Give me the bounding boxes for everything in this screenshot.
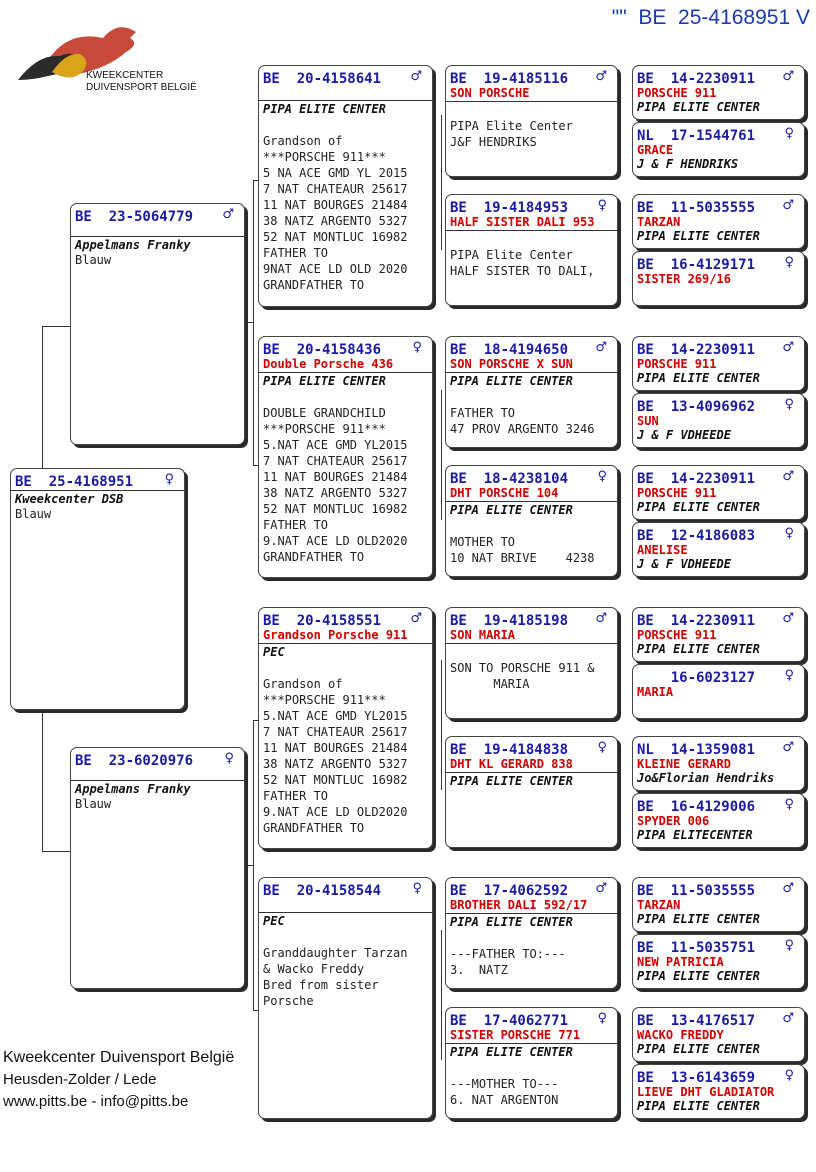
female-icon: ♀ — [597, 469, 607, 484]
pigeon-name: WACKO FREDDY — [637, 1028, 724, 1042]
pigeon-name: LIEVE DHT GLADIATOR — [637, 1085, 775, 1099]
ring-number: BE 23-6020976 — [75, 753, 194, 769]
pigeon-name: Double Porsche 436 — [263, 357, 394, 371]
pedigree-card-sds[interactable] — [445, 336, 618, 448]
pigeon-notes: FATHER TO 47 PROV ARGENTO 3246 — [450, 406, 595, 436]
pigeon-color: Blauw — [15, 507, 52, 521]
pedigree-card-g12[interactable] — [632, 793, 805, 848]
ring-number: BE 18-4238104 — [450, 471, 569, 487]
female-icon: ♀ — [224, 751, 234, 766]
male-icon: ♂ — [410, 611, 422, 626]
pigeon-name: SPYDER 006 — [637, 814, 710, 828]
pedigree-card-ddd[interactable] — [445, 1007, 618, 1119]
connector — [441, 390, 442, 520]
male-icon: ♂ — [595, 340, 607, 355]
connector — [253, 180, 254, 465]
male-icon: ♂ — [595, 611, 607, 626]
pigeon-notes: Grandson of ***PORSCHE 911*** 5 NA ACE GMD YL 2015 7 NAT CHATEAUR 25617 11 NAT BOURGES 21484 38 NATZ ARGENTO 5327 52 NAT MONTLUC 16982 FATHER TO 9NAT ACE LD OLD 2020 GRANDFATHER TO — [263, 134, 408, 292]
male-icon: ♂ — [782, 881, 794, 896]
pedigree-card-g7[interactable] — [632, 465, 805, 520]
owner: PIPA ELITE CENTER — [637, 371, 760, 385]
connector — [246, 865, 253, 866]
pigeon-name: SISTER PORSCHE 771 — [450, 1028, 581, 1042]
pedigree-card-g2[interactable] — [632, 122, 805, 177]
pigeon-notes: ---MOTHER TO--- 6. NAT ARGENTON — [450, 1077, 559, 1107]
ring-number: BE 12-4186083 — [637, 528, 756, 544]
pedigree-card-dd[interactable] — [258, 877, 433, 1119]
ring-number: BE 11-5035555 — [637, 200, 756, 216]
pedigree-card-g8[interactable] — [632, 522, 805, 577]
ring-number: BE 19-4185198 — [450, 613, 569, 629]
pigeon-notes: SON TO PORSCHE 911 & MARIA — [450, 661, 595, 691]
pigeon-name: MARIA — [637, 685, 674, 699]
female-icon: ♀ — [784, 397, 794, 412]
connector — [42, 851, 71, 852]
pedigree-card-g16[interactable] — [632, 1064, 805, 1119]
ring-number: BE 13-4176517 — [637, 1013, 756, 1029]
ring-number: NL 14-1359081 — [637, 742, 756, 758]
female-icon: ♀ — [597, 740, 607, 755]
pedigree-card-sire[interactable] — [70, 203, 245, 445]
pedigree-title: "" BE 25-4168951 V — [611, 6, 810, 29]
connector — [441, 930, 442, 1060]
pigeon-name: NEW PATRICIA — [637, 955, 724, 969]
connector — [253, 720, 254, 1010]
owner: PIPA ELITE CENTER — [450, 1045, 573, 1059]
ring-number: BE 20-4158641 — [263, 71, 382, 87]
ring-number: BE 20-4158436 — [263, 342, 382, 358]
pedigree-card-ssd[interactable] — [445, 194, 618, 306]
pigeon-name: TARZAN — [637, 215, 681, 229]
ring-number: 16-6023127 — [637, 670, 756, 686]
female-icon: ♀ — [784, 526, 794, 541]
pigeon-name: SON MARIA — [450, 628, 516, 642]
footer-company: Kweekcenter Duivensport België — [3, 1049, 235, 1066]
owner: PIPA ELITE CENTER — [263, 102, 386, 116]
pedigree-card-dam[interactable] — [70, 747, 245, 989]
male-icon: ♂ — [222, 207, 234, 222]
owner: PIPA ELITE CENTER — [450, 374, 573, 388]
pedigree-card-sdd[interactable] — [445, 465, 618, 577]
owner: PIPA ELITE CENTER — [637, 500, 760, 514]
ring-number: BE 17-4062592 — [450, 883, 569, 899]
female-icon: ♀ — [412, 881, 422, 896]
logo-text — [86, 70, 197, 94]
ring-number: BE 11-5035555 — [637, 883, 756, 899]
pedigree-card-dds[interactable] — [445, 877, 618, 989]
pigeon-notes: PIPA Elite Center HALF SISTER TO DALI, — [450, 248, 595, 278]
pigeon-name: TARZAN — [637, 898, 681, 912]
ring-number: BE 18-4194650 — [450, 342, 569, 358]
owner: PIPA ELITE CENTER — [450, 915, 573, 929]
owner: J & F VDHEEDE — [637, 428, 731, 442]
ring-number: BE 19-4184838 — [450, 742, 569, 758]
male-icon: ♂ — [410, 69, 422, 84]
ring-number: BE 16-4129171 — [637, 257, 756, 273]
pigeon-notes: MOTHER TO 10 NAT BRIVE 4238 — [450, 535, 595, 565]
male-icon: ♂ — [595, 69, 607, 84]
pigeon-name: PORSCHE 911 — [637, 86, 717, 100]
ring-number: BE 13-6143659 — [637, 1070, 756, 1086]
pigeon-name: PORSCHE 911 — [637, 486, 717, 500]
ring-number: BE 17-4062771 — [450, 1013, 569, 1029]
pigeon-name: Grandson Porsche 911 — [263, 628, 408, 642]
logo-line2: DUIVENSPORT BELGIË — [86, 82, 197, 93]
pedigree-card-g1[interactable] — [632, 65, 805, 120]
owner: PIPA ELITE CENTER — [637, 229, 760, 243]
male-icon: ♂ — [782, 69, 794, 84]
pedigree-card-g11[interactable] — [632, 736, 805, 791]
pedigree-card-g4[interactable] — [632, 251, 805, 306]
owner: PIPA ELITECENTER — [637, 828, 753, 842]
male-icon: ♂ — [782, 611, 794, 626]
logo-line1: KWEEKCENTER — [86, 70, 164, 81]
owner: PIPA ELITE CENTER — [450, 503, 573, 517]
pigeon-name: SON PORSCHE X SUN — [450, 357, 573, 371]
owner: PIPA ELITE CENTER — [637, 1099, 760, 1113]
pedigree-card-g3[interactable] — [632, 194, 805, 249]
logo — [8, 10, 208, 93]
ring-number: BE 23-5064779 — [75, 209, 194, 225]
ring-number: BE 14-2230911 — [637, 471, 756, 487]
female-icon: ♀ — [784, 938, 794, 953]
pigeon-color: Blauw — [75, 253, 112, 267]
owner: PIPA ELITE CENTER — [450, 774, 573, 788]
pedigree-card-main[interactable] — [10, 468, 185, 710]
pedigree-card-dsd[interactable] — [445, 736, 618, 848]
ring-number: BE 13-4096962 — [637, 399, 756, 415]
owner: J & F HENDRIKS — [637, 157, 739, 171]
pigeon-notes: Grandson of ***PORSCHE 911*** 5.NAT ACE GMD YL2015 7 NAT CHATEAUR 25617 11 NAT BOURGES 21484 38 NATZ ARGENTO 5327 52 NAT MONTLUC 16982 FATHER TO 9.NAT ACE LD OLD2020 GRANDFATHER TO — [263, 677, 408, 835]
owner: PEC — [263, 645, 285, 659]
female-icon: ♀ — [784, 1068, 794, 1083]
pigeon-name: DHT KL GERARD 838 — [450, 757, 573, 771]
footer-contact: www.pitts.be - info@pitts.be — [3, 1093, 189, 1110]
pigeon-name: HALF SISTER DALI 953 — [450, 215, 595, 229]
pedigree-card-sss[interactable] — [445, 65, 618, 177]
male-icon: ♂ — [595, 881, 607, 896]
pedigree-card-dss[interactable] — [445, 607, 618, 719]
male-icon: ♂ — [782, 1011, 794, 1026]
connector — [441, 660, 442, 790]
pedigree-card-ss[interactable] — [258, 65, 433, 307]
female-icon: ♀ — [784, 668, 794, 683]
female-icon: ♀ — [597, 1011, 607, 1026]
pigeon-name: ANELISE — [637, 543, 688, 557]
female-icon: ♀ — [597, 198, 607, 213]
ring-number: NL 17-1544761 — [637, 128, 756, 144]
pedigree-card-g14[interactable] — [632, 934, 805, 989]
pigeon-notes: PIPA Elite Center J&F HENDRIKS — [450, 119, 573, 149]
pigeon-notes: ---FATHER TO:--- 3. NATZ — [450, 947, 566, 977]
female-icon: ♀ — [784, 797, 794, 812]
footer — [3, 1047, 234, 1113]
pedigree-card-g15[interactable] — [632, 1007, 805, 1062]
male-icon: ♂ — [782, 469, 794, 484]
owner: Jo&Florian Hendriks — [637, 771, 775, 785]
pigeon-notes: DOUBLE GRANDCHILD ***PORSCHE 911*** 5.NAT ACE GMD YL2015 7 NAT CHATEAUR 25617 11 NAT BOURGES 21484 38 NATZ ARGENTO 5327 52 NAT MONTLUC 16982 FATHER TO 9.NAT ACE LD OLD2020 GRANDFATHER TO — [263, 406, 408, 564]
ring-number: BE 14-2230911 — [637, 71, 756, 87]
pigeon-name: GRACE — [637, 143, 674, 157]
pigeon-name: BROTHER DALI 592/17 — [450, 898, 588, 912]
pigeon-name: PORSCHE 911 — [637, 357, 717, 371]
owner: Kweekcenter DSB — [15, 492, 124, 506]
connector — [42, 326, 71, 327]
pedigree-card-sd[interactable] — [258, 336, 433, 578]
pedigree-card-ds[interactable] — [258, 607, 433, 849]
ring-number: BE 16-4129006 — [637, 799, 756, 815]
female-icon: ♀ — [412, 340, 422, 355]
ring-number: BE 20-4158551 — [263, 613, 382, 629]
female-icon: ♀ — [164, 472, 174, 487]
ring-number: BE 20-4158544 — [263, 883, 382, 899]
pigeon-name: KLEINE GERARD — [637, 757, 731, 771]
pedigree-card-g6[interactable] — [632, 393, 805, 448]
owner: Appelmans Franky — [75, 782, 191, 796]
ring-number: BE 14-2230911 — [637, 613, 756, 629]
male-icon: ♂ — [782, 198, 794, 213]
pedigree-card-g5[interactable] — [632, 336, 805, 391]
owner: PEC — [263, 914, 285, 928]
ring-number: BE 14-2230911 — [637, 342, 756, 358]
pigeon-name: SISTER 269/16 — [637, 272, 731, 286]
pigeon-notes: Granddaughter Tarzan & Wacko Freddy Bred from sister Porsche — [263, 946, 408, 1008]
owner: PIPA ELITE CENTER — [637, 100, 760, 114]
pigeon-name: DHT PORSCHE 104 — [450, 486, 559, 500]
female-icon: ♀ — [784, 126, 794, 141]
ring-number: BE 19-4185116 — [450, 71, 569, 87]
pedigree-card-g10[interactable] — [632, 664, 805, 719]
owner: PIPA ELITE CENTER — [263, 374, 386, 388]
pigeon-name: SUN — [637, 414, 659, 428]
owner: PIPA ELITE CENTER — [637, 1042, 760, 1056]
connector — [441, 115, 442, 250]
ring-number: BE 19-4184953 — [450, 200, 569, 216]
pedigree-card-g9[interactable] — [632, 607, 805, 662]
pigeon-color: Blauw — [75, 797, 112, 811]
female-icon: ♀ — [784, 255, 794, 270]
owner: PIPA ELITE CENTER — [637, 912, 760, 926]
ring-number: BE 11-5035751 — [637, 940, 756, 956]
male-icon: ♂ — [782, 740, 794, 755]
footer-location: Heusden-Zolder / Lede — [3, 1071, 157, 1088]
owner: J & F VDHEEDE — [637, 557, 731, 571]
owner: PIPA ELITE CENTER — [637, 969, 760, 983]
owner: PIPA ELITE CENTER — [637, 642, 760, 656]
ring-number: BE 25-4168951 — [15, 474, 134, 490]
male-icon: ♂ — [782, 340, 794, 355]
pigeon-name: PORSCHE 911 — [637, 628, 717, 642]
connector — [246, 322, 253, 323]
pedigree-card-g13[interactable] — [632, 877, 805, 932]
owner: Appelmans Franky — [75, 238, 191, 252]
pigeon-name: SON PORSCHE — [450, 86, 530, 100]
